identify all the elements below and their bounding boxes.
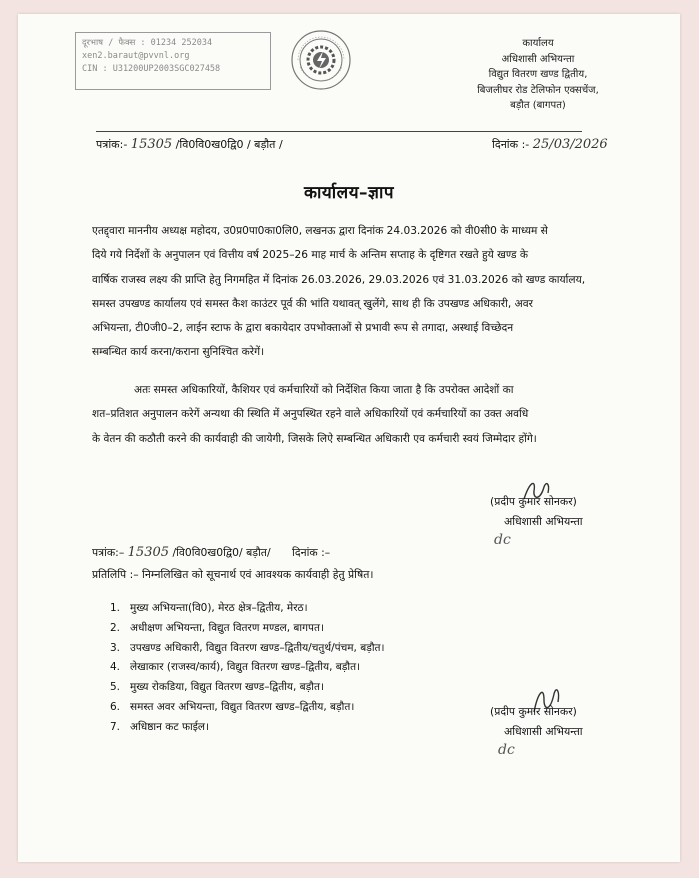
copy-list [110, 599, 385, 738]
list-item: 1. मुख्य अभियन्ता(वि0), मेरठ क्षेत्र–द्वितीय, मेरठ। [110, 602, 308, 614]
list-item: 6. समस्त अवर अभियन्ता, विद्युत वितरण खण्ड–द्वितीय, बड़ौत। [110, 700, 355, 713]
office-line: विद्युत वितरण खण्ड द्वितीय, [488, 69, 588, 80]
header-divider [96, 131, 582, 132]
signature-block-1 [490, 492, 583, 548]
dinank-value: 25/03/2026 [532, 137, 608, 152]
text-line: समस्त उपखण्ड कार्यालय एवं समस्त कैश काउंटर पूर्व की भांति यथावत् खुलेंगे, साथ ही कि उपखण्ड अधिकारी, अवर [92, 297, 533, 310]
signatory-designation: अधिशासी अभियन्ता [504, 725, 583, 738]
signatory-name: (प्रदीप कुमार सोनकर) [490, 705, 577, 718]
copy-patrank-label: पत्रांक:– [92, 546, 125, 559]
paragraph-1 [92, 219, 652, 365]
text-line: अतः समस्त अधिकारियों, कैशियर एवं कर्मचारियों को निर्देशित किया जाता है कि उपरोक्त आदेशों का [134, 384, 514, 396]
text-line: सम्बन्धित कार्य करना/कराना सुनिश्चित करेगें। [92, 346, 265, 359]
office-address [423, 36, 653, 114]
text-line: एतद्द्वारा माननीय अध्यक्ष महोदय, उ0प्र0पा0का0लि0, लखनऊ द्वारा दिनांक 24.03.2026 को वी0सी0 के माध्यम से [92, 225, 548, 237]
signatory-name: (प्रदीप कुमार सोनकर) [490, 495, 577, 508]
text-line: वार्षिक राजस्व लक्ष्य की प्राप्ति हेतु निगमहित में दिनांक 26.03.2026, 29.03.2026 एवं 31.03.2026 को खण्ड कार्यालय, [92, 273, 586, 286]
signatory-initials: dc [498, 742, 515, 758]
contact-cin: CIN : U31200UP2003SGC027458 [82, 64, 221, 74]
copy-intro: प्रतिलिपि :– निम्नलिखित को सूचनार्थ एवं आवश्यक कार्यवाही हेतु प्रेषित। [92, 568, 374, 581]
signatory-designation: अधिशासी अभियन्ता [504, 515, 583, 528]
text-line: अभियन्ता, टी0जी0–2, लाईन स्टाफ के द्वारा बकायेदार उपभोक्ताओं से प्रभावी रूप से तगादा, अस्थाई विच्छेदन [92, 322, 514, 335]
contact-phone: दूरभाष / फैक्स : 01234 252034 [82, 38, 213, 48]
text-line: के वेतन की कठौती करने की कार्यवाही की जायेगी, जिसके लिऐ सम्बन्धित अधिकारी एव कर्मचारी स्वयं जिम्मेदार होंगे। [92, 432, 537, 445]
office-line: बिजलीघर रोड टेलिफोन एक्सचेंज, [477, 84, 599, 96]
text-line: दिये गये निर्देशों के अनुपालन एवं वित्तीय वर्ष 2025–26 माह मार्च के अन्तिम सप्ताह के दृष्टिगत रखते हुये खण्ड के [92, 249, 529, 262]
dinank-label: दिनांक :- [492, 138, 530, 151]
copy-reference [92, 545, 330, 560]
patrank-number: 15305 [130, 137, 173, 152]
list-item: 4. लेखाकार (राजस्व/कार्य), विद्युत वितरण खण्ड–द्वितीय, बड़ौत। [110, 661, 361, 674]
signatory-initials: dc [494, 532, 511, 548]
copy-dinank-label: दिनांक :– [292, 546, 331, 559]
list-item: 5. मुख्य रोकडिया, विद्युत वितरण खण्ड–द्वितीय, बड़ौत। [110, 681, 324, 694]
reference-date [492, 137, 608, 152]
signature-block-2 [490, 702, 583, 758]
copy-patrank-number: 15305 [127, 545, 170, 560]
patrank-label: पत्रांक:- [96, 138, 128, 151]
office-line: कार्यालय [522, 38, 554, 49]
patrank-suffix: /वि0वि0ख0द्वि0 / बड़ौत / [175, 138, 283, 151]
contact-box [75, 32, 271, 90]
organization-logo [290, 29, 352, 91]
reference-number [96, 137, 283, 152]
office-line: अधिशासी अभियन्ता [501, 53, 575, 65]
office-line: बड़ौत (बागपत) [510, 100, 566, 111]
document-page [18, 14, 680, 862]
copy-patrank-suffix: /वि0वि0ख0द्वि0/ बड़ौत/ [172, 546, 271, 559]
list-item: 7. अधिष्ठान कट फाईल। [110, 720, 210, 733]
paragraph-2 [92, 378, 652, 451]
list-item: 3. उपखण्ड अधिकारी, विद्युत वितरण खण्ड–द्वितीय/चतुर्थ/पंचम, बड़ौत। [110, 641, 385, 654]
page-title: कार्यालय–ज्ञाप [303, 183, 395, 203]
contact-email: xen2.baraut@pvvnl.org [82, 51, 190, 61]
list-item: 2. अधीक्षण अभियन्ता, विद्युत वितरण मण्डल, बागपत। [110, 621, 324, 634]
text-line: शत–प्रतिशत अनुपालन करेगें अन्यथा की स्थिति में अनुपस्थित रहने वाले अधिकारियों एवं कर्मचारियों का उक्त अवधि [92, 408, 529, 421]
